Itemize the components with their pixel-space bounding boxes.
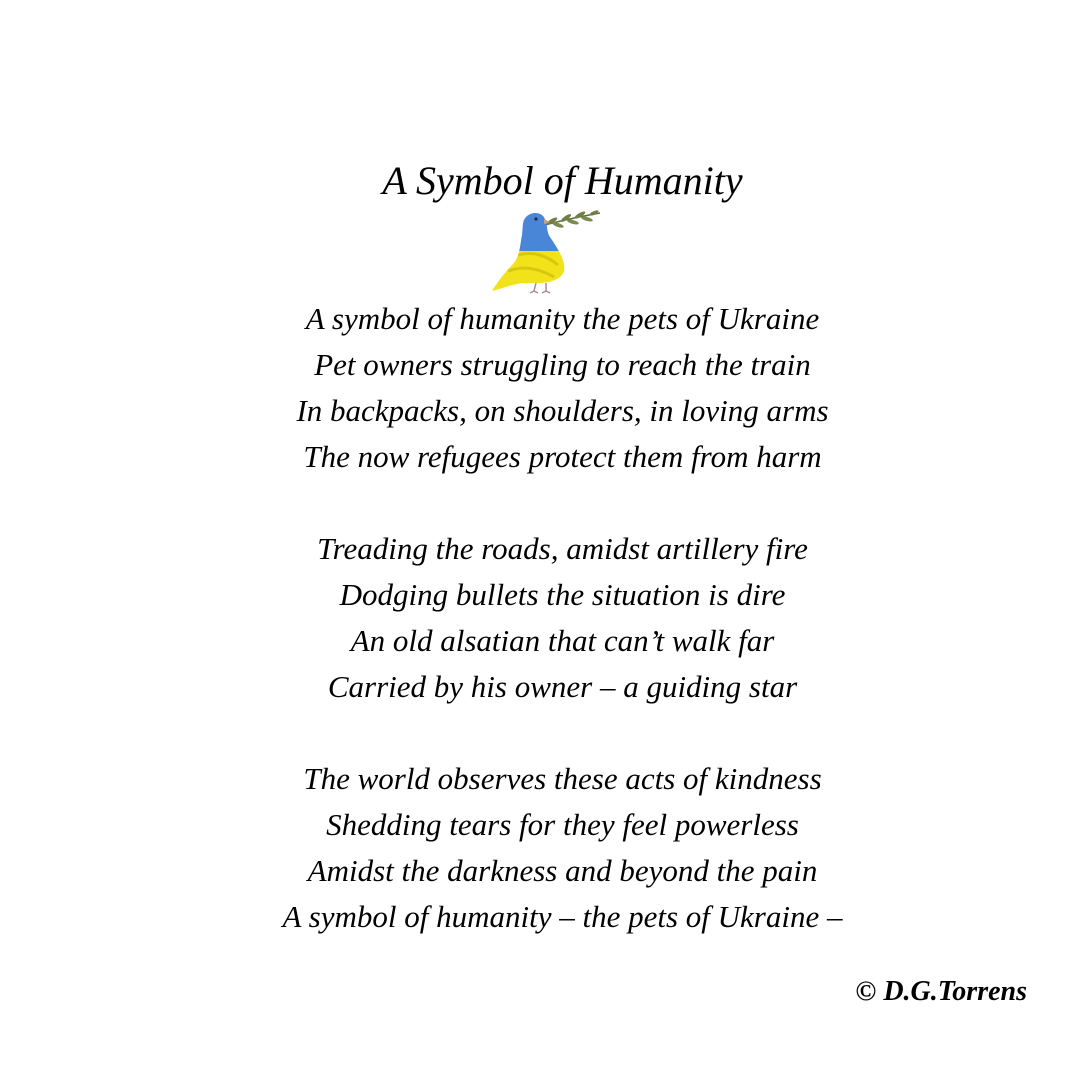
poem-line: An old alsatian that can’t walk far — [350, 623, 775, 658]
poem-line: A symbol of humanity the pets of Ukraine — [305, 301, 820, 336]
olive-branch-icon — [538, 209, 600, 229]
poem-line: Treading the roads, amidst artillery fire — [317, 531, 808, 566]
poem-line: Amidst the darkness and beyond the pain — [307, 853, 818, 888]
poem-line: A symbol of humanity – the pets of Ukraine – — [282, 899, 843, 934]
stanza-1 — [0, 296, 1080, 480]
stanza-2 — [0, 526, 1080, 710]
poem-line: Carried by his owner – a guiding star — [327, 669, 798, 704]
poem-line: In backpacks, on shoulders, in loving arms — [296, 393, 829, 428]
poem-line: Shedding tears for they feel powerless — [326, 807, 799, 842]
copyright-notice: © D.G.Torrens — [855, 976, 1027, 1007]
poem-line: Dodging bullets the situation is dire — [339, 577, 786, 612]
poem-title: A Symbol of Humanity — [382, 158, 743, 203]
poem-line: The now refugees protect them from harm — [303, 439, 822, 474]
ukraine-peace-dove-icon — [488, 205, 608, 295]
poem-line: Pet owners struggling to reach the train — [314, 347, 811, 382]
poem-line: The world observes these acts of kindness — [303, 761, 822, 796]
stanza-3 — [0, 756, 1080, 940]
poem-body — [0, 296, 1080, 986]
